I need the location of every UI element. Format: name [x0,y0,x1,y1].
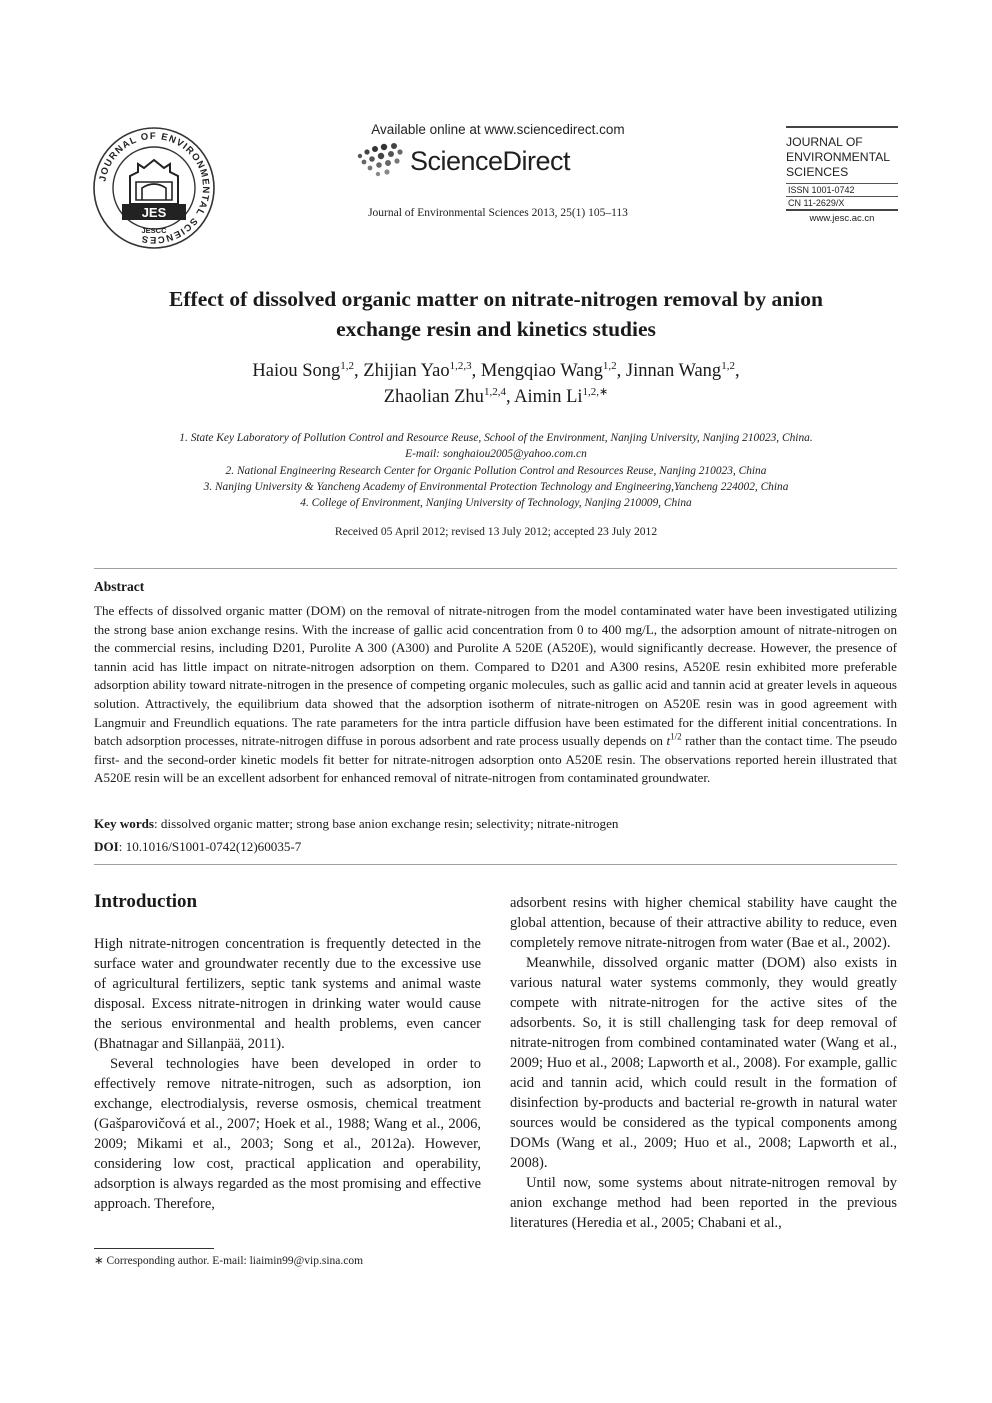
sciencedirect-wordmark: ScienceDirect [410,146,571,176]
doi [94,839,897,855]
article-title [96,284,896,344]
keywords-label: Key words [94,816,155,831]
affiliation: 2. National Engineering Research Center for Organic Pollution Control and Resources Reuse, Nanjing 210023, China [225,464,767,477]
abstract-text: rather than the contact time. The pseudo first- and the second-order kinetic models fit better for nitrate-nitrogen adsorption onto A520E resin. The observations reported herein illustrated that A520E resin will be an excellent adsorbent for enhanced removal of nitrate-nitrogen from contaminated groundwater. [94,733,897,786]
corresponding-author-footnote: ∗ Corresponding author. E-mail: liaimin99@vip.sina.com [94,1255,364,1267]
issn: ISSN 1001-0742 [788,185,855,195]
journal-name-line: SCIENCES [786,165,849,179]
author-list [96,358,896,410]
author-name: Aimin Li [514,387,583,407]
body-column-right [510,893,897,1233]
divider [786,209,898,211]
author-name: Jinnan Wang [625,361,722,381]
author-name: Zhijian Yao [363,361,450,381]
logo-bottom-text: JESCC [141,226,167,235]
body-paragraph: Several technologies have been developed in order to effectively remove nitrate-nitrogen, such as adsorption, ion exchange, electrodialysis, reverse osmosis, chemical treatment (Gašparovičová et al., 2007; Hoek et al., 1988; Wang et al., 2006, 2009; Mikami et al., 2003; Song et al., 2012a). However, considering low cost, practical application and operability, adsorption is always regarded as the most promising and effective approach. Therefore, [94,1056,481,1212]
keywords [94,816,897,832]
divider [94,864,897,865]
footnote-divider [94,1248,214,1249]
abstract-t-exponent: 1/2 [670,731,682,742]
abstract-text: The effects of dissolved organic matter (DOM) on the removal of nitrate-nitrogen from the model contaminated water have been investigated utilizing the strong base anion exchange resins. With the increase of gallic acid concentration from 0 to 400 mg/L, the adsorption amount of nitrate-nitrogen on the commercial resins, including D201, Purolite A 300 (A300) and Purolite A 520E (A520E), would significantly decrease. However, the presence of tannin acid has little impact on nitrate-nitrogen adsorption on them. Compared to D201 and A300 resins, A520E resin exhibited more preferable adsorption ability toward nitrate-nitrogen in the presence of competing organic molecules, such as gallic acid and tannin acid at greater levels in aqueous solution. Attractively, the equilibrium data showed that the adsorption isotherm of nitrate-nitrogen on A520E resin was in good agreement with Langmuir and Freundlich equations. The rate parameters for the intra particle diffusion have been estimated for the different initial concentrations. In batch adsorption processes, nitrate-nitrogen diffuse in porous adsorbent and rate process usually depends on [94,603,897,749]
affiliation: 4. College of Environment, Nanjing University of Technology, Nanjing 210009, China [300,497,692,510]
journal-name-line: ENVIRONMENTAL [786,150,891,164]
author-separator: , [734,361,740,381]
divider [94,568,897,569]
author-name: Mengqiao Wang [480,361,603,381]
abstract-heading: Abstract [94,579,145,594]
author-separator: , [471,361,481,381]
author-name: Zhaolian Zhu [383,387,484,407]
keywords-text: : dissolved organic matter; strong base anion exchange resin; selectivity; nitrate-nitrogen [154,816,619,831]
author-affil-sup: 1,2 [340,360,355,372]
title-line: Effect of dissolved organic matter on nitrate-nitrogen removal by anion [169,287,823,311]
received-dates: Received 05 April 2012; revised 13 July 2012; accepted 23 July 2012 [334,525,658,538]
author-affil-sup: 1,2,4 [483,386,506,398]
available-online-text: Available online at www.sciencedirect.com [371,122,625,137]
author-affil-sup: 1,2 [602,360,617,372]
logo-abbr: JES [141,205,167,220]
author-line [96,384,896,410]
author-affil-sup: 1,2,3 [449,360,472,372]
cn-number: CN 11-2629/X [788,198,845,208]
author-line [96,358,896,384]
body-paragraph: adsorbent resins with higher chemical stability have caught the global attention, because of their attractive ability to reduce, even completely remove nitrate-nitrogen from water (Bae et al., 2002). [510,895,897,951]
abstract-body [94,602,897,788]
author-email: E-mail: songhaiou2005@yahoo.com.cn [405,448,587,461]
author-affil-sup: 1,2 [721,360,735,372]
logo-ring-text: JOURNAL OF ENVIRONMENTAL SCIENCES [97,130,212,246]
sciencedirect-logo [354,142,594,186]
body-paragraph: Until now, some systems about nitrate-nitrogen removal by anion exchange method had been reported in the previous literatures (Heredia et al., 2005; Chabani et al., [510,1175,897,1231]
body-paragraph: Meanwhile, dissolved organic matter (DOM) also exists in various natural water systems commonly, they would greatly compete with nitrate-nitrogen for the active sites of the adsorbents. So, it is still challenging task for deep removal of nitrate-nitrogen from combined contaminated water (Wang et al., 2009; Huo et al., 2008; Lapworth et al., 2008). For example, gallic acid and tannin acid, which could result in the formation of disinfection by-products and bacterial re-growth in natural water sources would be considered as the typical components among DOMs (Wang et al., 2009; Huo et al., 2008; Lapworth et al., 2008). [510,955,897,1171]
body-column-left [94,934,481,1214]
affiliation: 3. Nanjing University & Yancheng Academy of Environmental Protection Technology and Engineering,Yancheng 224002, China [203,480,789,493]
author-affil-sup: 1,2,∗ [582,386,609,398]
author-separator: , [505,387,515,407]
sciencedirect-dots-icon [354,142,410,186]
title-line: exchange resin and kinetics studies [336,317,656,341]
doi-link[interactable]: : 10.1016/S1001-0742(12)60035-7 [118,839,302,854]
jes-logo [92,126,216,250]
author-separator: , [616,361,626,381]
journal-name-line: JOURNAL OF [786,135,863,149]
affiliation: 1. State Key Laboratory of Pollution Control and Resource Reuse, School of the Environment, Nanjing University, Nanjing 210023, China. [179,432,813,444]
journal-info-box [786,126,898,224]
section-heading: Introduction [94,891,198,912]
affiliations [96,430,896,511]
journal-website: www.jesc.ac.cn [809,213,875,224]
journal-name [786,135,898,180]
doi-label: DOI [94,839,119,854]
divider [786,126,898,128]
body-paragraph: High nitrate-nitrogen concentration is frequently detected in the surface water and groundwater recently due to the excessive use of agricultural fertilizers, septic tank systems and animal waste disposal. Excess nitrate-nitrogen in drinking water would cause the serious environmental and health problems, even cancer (Bhatnagar and Sillanpää, 2011). [94,936,481,1052]
abstract-t-symbol: t [666,733,671,749]
author-separator: , [354,361,364,381]
journal-reference: Journal of Environmental Sciences 2013, 25(1) 105–113 [368,207,628,219]
author-name: Haiou Song [252,361,341,381]
